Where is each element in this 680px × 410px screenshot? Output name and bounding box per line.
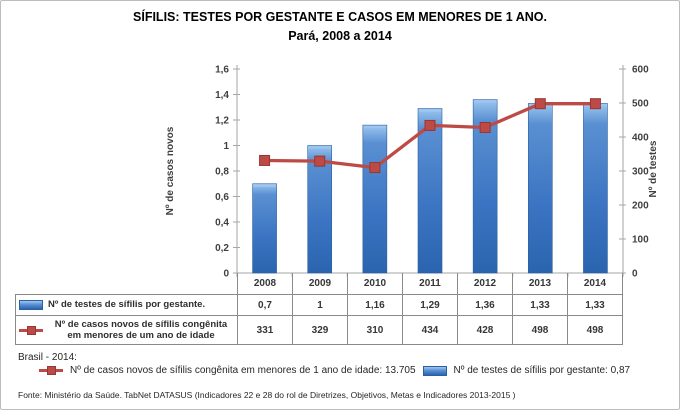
- bar-2013: [528, 103, 552, 273]
- year-cell: 2009: [293, 273, 348, 295]
- right-tick-label: 0: [632, 268, 638, 280]
- right-tick-label: 100: [632, 234, 649, 246]
- brasil-bar-series-text: Nº de testes de sífilis por gestante: 0,87: [453, 365, 631, 376]
- bar-legend-icon: [423, 366, 447, 376]
- value-cell: 331: [238, 316, 293, 345]
- value-cell: 434: [403, 316, 458, 345]
- line-legend-icon: [19, 325, 43, 336]
- right-tick-label: 200: [632, 200, 649, 212]
- value-cell: 310: [348, 316, 403, 345]
- value-cell: 1,33: [568, 295, 623, 316]
- year-cell: 2010: [348, 273, 403, 295]
- right-tick-label: 600: [632, 64, 649, 76]
- line-legend-icon: [39, 365, 63, 376]
- table-spacer-cell: [16, 273, 238, 295]
- source-note: Fonte: Ministério da Saúde. TabNet DATASUS (Indicadores 22 e 28 do rol de Diretrizes, Objetivos, Metas e Indicadores 2013-2015 ): [18, 390, 516, 400]
- left-tick-label: 1,6: [215, 64, 229, 76]
- value-cell: 1,29: [403, 295, 458, 316]
- bar-series-label: Nº de testes de sífilis por gestante.: [48, 299, 206, 311]
- value-cell: 1,33: [513, 295, 568, 316]
- right-tick-label: 400: [632, 132, 649, 144]
- bar-series-label-cell: [16, 295, 238, 316]
- left-tick-label: 1,4: [215, 90, 229, 101]
- right-tick-label: 500: [632, 98, 649, 110]
- bar-2010: [363, 125, 387, 273]
- value-cell: 1,36: [458, 295, 513, 316]
- bar-legend-icon: [19, 300, 43, 310]
- brasil-2014-label: Brasil - 2014:: [18, 352, 77, 363]
- left-tick-label: 0,8: [215, 166, 229, 178]
- chart-title-line1: SÍFILIS: TESTES POR GESTANTE E CASOS EM MENORES DE 1 ANO.: [133, 10, 547, 24]
- line-series-label: Nº de casos novos de sífilis congênita em menores de um ano de idade: [54, 318, 228, 341]
- value-cell: 498: [513, 316, 568, 345]
- chart-title-line2: Pará, 2008 a 2014: [288, 28, 392, 43]
- year-cell: 2014: [568, 273, 623, 295]
- bar-top-highlight: [419, 109, 442, 112]
- left-tick-label: 0,2: [215, 243, 229, 254]
- year-cell: 2013: [513, 273, 568, 295]
- right-axis-title: Nº de testes: [648, 140, 659, 198]
- line-marker-2012: [480, 122, 490, 132]
- bar-2014: [583, 103, 607, 273]
- line-marker-2008: [260, 155, 270, 165]
- left-tick-label: 0,4: [215, 217, 229, 229]
- data-table: [15, 273, 623, 345]
- line-series-label-cell: [16, 316, 238, 345]
- bar-2008: [253, 184, 277, 273]
- bar-top-highlight: [474, 100, 497, 103]
- value-cell: 1: [293, 295, 348, 316]
- left-tick-label: 0,6: [215, 192, 229, 203]
- value-cell: 498: [568, 316, 623, 345]
- left-tick-label: 1,2: [215, 115, 229, 127]
- line-marker-2014: [590, 99, 600, 109]
- bar-top-highlight: [363, 126, 386, 129]
- line-series-row: [16, 316, 623, 345]
- line-marker-2009: [315, 156, 325, 166]
- value-cell: 0,7: [238, 295, 293, 316]
- brasil-line-series-text: Nº de casos novos de sífilis congênita em menores de 1 ano de idade: 13.705: [70, 365, 416, 376]
- right-tick-label: 300: [632, 166, 649, 178]
- brasil-legend: [39, 365, 630, 376]
- bar-top-highlight: [308, 146, 331, 149]
- value-cell: 1,16: [348, 295, 403, 316]
- year-cell: 2011: [403, 273, 458, 295]
- value-cell: 329: [293, 316, 348, 345]
- year-cell: 2012: [458, 273, 513, 295]
- line-marker-2010: [370, 163, 380, 173]
- left-tick-label: 1: [223, 141, 229, 152]
- year-cell: 2008: [238, 273, 293, 295]
- bar-top-highlight: [253, 184, 276, 187]
- value-cell: 428: [458, 316, 513, 345]
- left-tick-label: 0: [223, 268, 229, 280]
- left-axis-title: Nº de casos novos: [165, 126, 176, 216]
- year-header-row: [16, 273, 623, 295]
- line-marker-2011: [425, 120, 435, 130]
- combo-chart: [1, 1, 680, 410]
- bar-series-row: [16, 295, 623, 316]
- line-marker-2013: [535, 99, 545, 109]
